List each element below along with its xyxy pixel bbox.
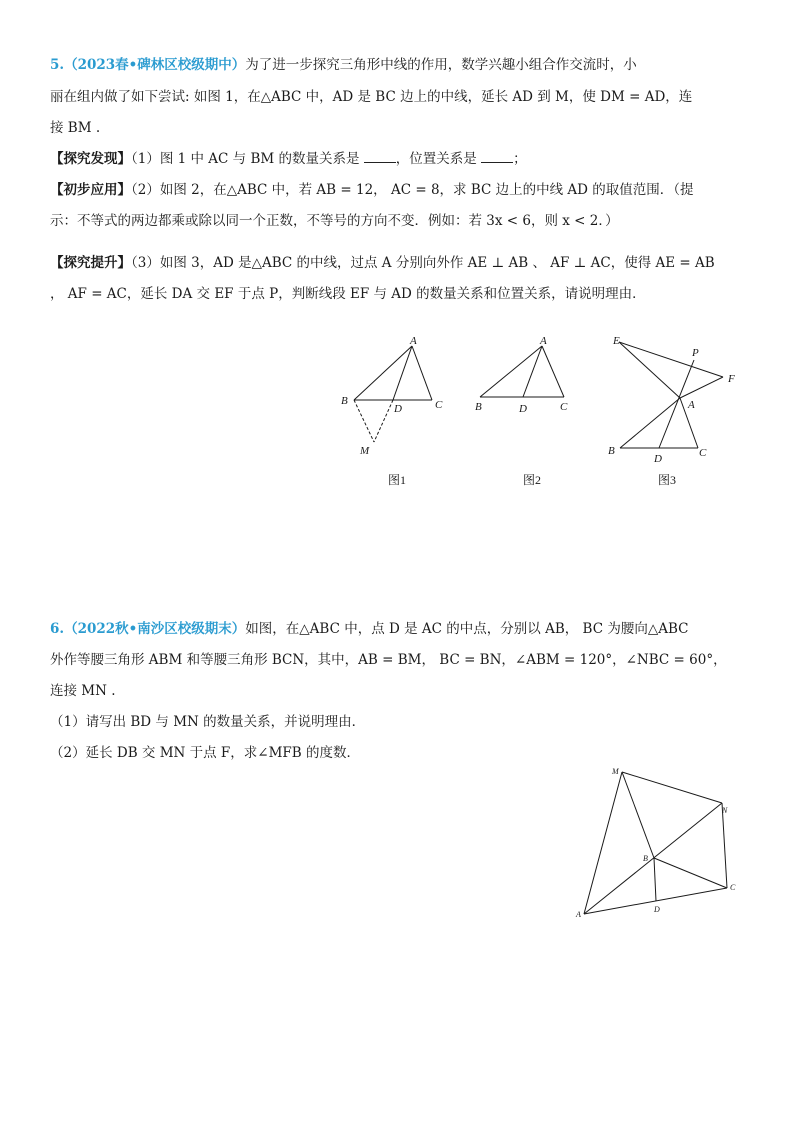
p5-apply-tag: 【初步应用】 [50,182,131,198]
p6-am [584,772,622,914]
f1-label-m: M [360,445,370,457]
p5-apply-2: 示：不等式的两边都乘或除以同一个正数，不等号的方向不变．例如：若 3x < 6，则 x < 2．） [50,213,619,229]
p6-bd [654,858,656,901]
p6-line-1 [50,620,688,638]
p6-q2: （2）延长 DB 交 MN 于点 F，求∠MFB 的度数． [50,745,361,761]
f3-caption: 图3 [658,473,677,487]
p5-line-1 [50,56,637,74]
p5-discover-c: ； [513,151,527,167]
p6-nc [722,803,727,888]
p6-intro-3: 连接 MN . [50,683,116,699]
f3-label-e: E [613,335,620,347]
p6-an-line [584,803,722,914]
f1-ad [393,346,412,400]
answer-blank-1[interactable] [364,150,396,163]
f3-label-f: F [728,373,735,385]
p5-intro-2: 丽在组内做了如下尝试: 如图 1，在△ABC 中，AD 是 BC 边上的中线，延长 AD 到 M，使 DM = AD，连 [50,89,693,105]
f3-label-b: B [608,445,615,457]
f1-bm [354,400,374,442]
f3-label-c: C [699,447,707,459]
p6-bc [654,858,727,888]
f3-ef [619,342,723,377]
p5-improve-2: ， AF = AC，延长 DA 交 EF 于点 P，判断线段 EF 与 AD 的数量关系和位置关系，请说明理由． [50,286,646,302]
p5-improve-tag: 【探究提升】 [50,255,131,271]
p5-improve-text: （3）如图 3，AD 是△ABC 的中线，过点 A 分别向外作 AE ⊥ AB 、 AF ⊥ AC，使得 AE = AB [131,255,715,271]
f1-ac [412,346,432,400]
f2-label-b: B [475,401,482,413]
p5-discover-b: ，位置关系是 [395,151,477,167]
f1-caption: 图1 [388,473,407,487]
figure-1 [330,330,460,490]
p6-label-m: M [612,767,619,776]
p6-number: 6. [50,621,65,637]
p6-label-n: N [722,806,728,815]
f2-label-c: C [560,401,568,413]
f1-dm [374,400,393,442]
p6-mn [622,772,722,803]
p6-label-b: B [643,854,648,863]
f3-ae [619,342,680,398]
f1-label-b: B [341,395,348,407]
figure-3 [605,330,745,490]
answer-blank-2[interactable] [481,150,513,163]
f1-label-c: C [435,399,443,411]
f2-ac [542,346,564,397]
p5-discover-tag: 【探究发现】 [50,151,131,167]
f2-caption: 图2 [523,473,542,487]
p6-q1: （1）请写出 BD 与 MN 的数量关系，并说明理由． [50,714,366,730]
p6-intro-1: 如图，在△ABC 中，点 D 是 AC 的中点，分别以 AB， BC 为腰向△ABC [245,621,689,637]
p6-label-d: D [654,905,660,914]
f3-label-p: P [692,347,699,359]
f2-label-a: A [540,335,547,347]
p5-discover-a: （1）图 1 中 AC 与 BM 的数量关系是 [131,151,360,167]
p5-improve-1 [50,254,715,272]
f1-label-a: A [410,335,417,347]
p5-intro-3: 接 BM . [50,120,101,136]
p6-label-a: A [576,910,581,919]
p5-apply-text: （2）如图 2，在△ABC 中，若 AB = 12， AC = 8，求 BC 边上的中线 AD 的取值范围．（提 [131,182,694,198]
f2-label-d: D [519,403,527,415]
figure-2 [470,330,590,490]
f3-label-a: A [688,399,695,411]
figure-p6 [568,762,758,922]
p5-apply-1 [50,181,694,199]
p5-source: （2023春•碑林区校级期中） [64,57,246,73]
f1-ab [354,346,412,400]
p6-mb [622,772,654,858]
p6-label-c: C [730,883,736,892]
p6-source: （2022秋•南沙区校级期末） [64,621,246,637]
p5-discover [50,150,527,168]
p5-number: 5. [50,57,65,73]
f3-label-d: D [654,453,662,465]
f1-label-d: D [394,403,402,415]
p6-intro-2: 外作等腰三角形 ABM 和等腰三角形 BCN，其中，AB = BM， BC = BN，∠ABM = 120°，∠NBC = 60°， [50,652,727,668]
f3-ab [620,398,680,448]
p5-intro-1: 为了进一步探究三角形中线的作用，数学兴趣小组合作交流时，小 [245,57,637,73]
